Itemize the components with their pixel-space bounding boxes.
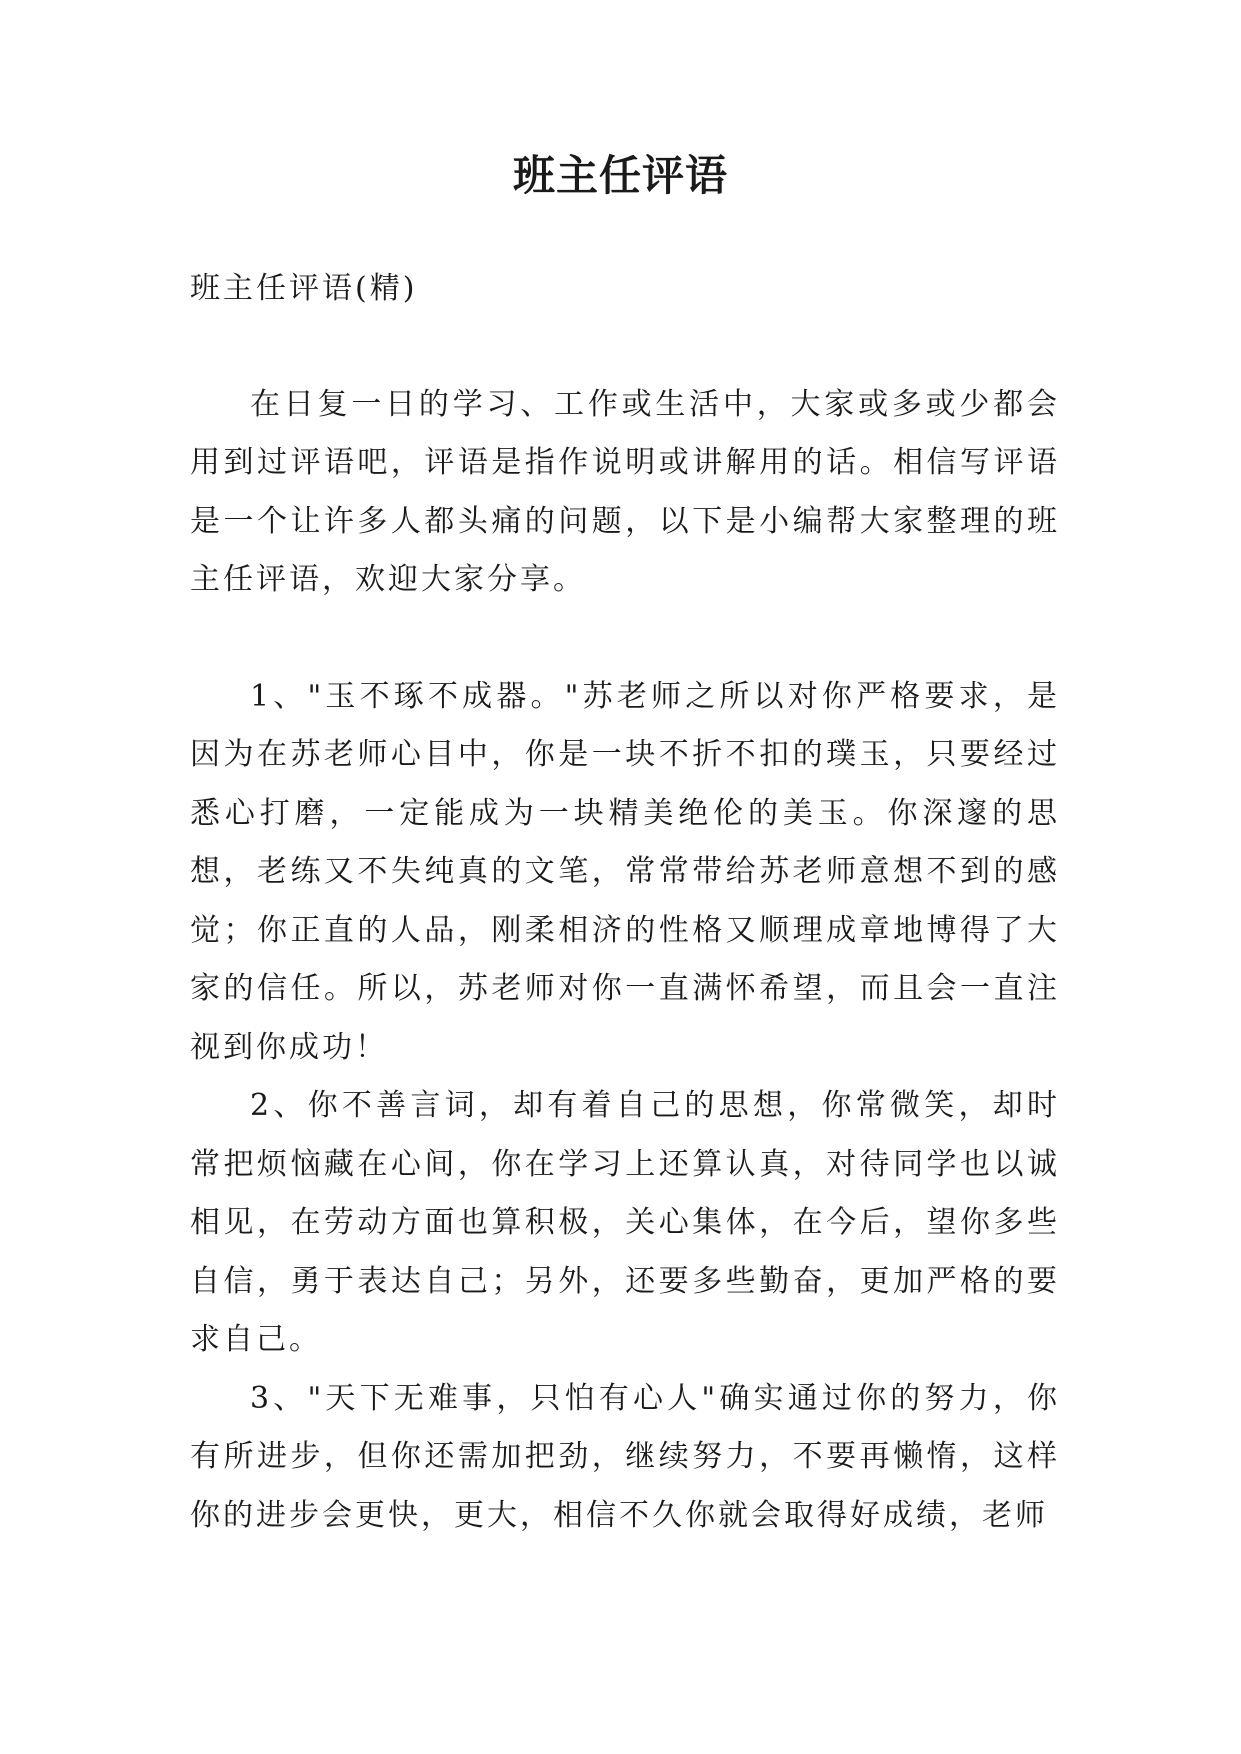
intro-paragraph: 在日复一日的学习、工作或生活中，大家或多或少都会用到过评语吧，评语是指作说明或讲解用的话。相信写评语是一个让许多人都头痛的问题，以下是小编帮大家整理的班主任评语，欢迎大家分享。 (190, 386, 1060, 597)
comment-paragraph-1: 1、"玉不琢不成器。"苏老师之所以对你严格要求，是因为在苏老师心目中，你是一块不折不扣的璞玉，只要经过悉心打磨，一定能成为一块精美绝伦的美玉。你深邃的思想，老练又不失纯真的文笔，常常带给苏老师意想不到的感觉；你正直的人品，刚柔相济的性格又顺理成章地博得了大家的信任。所以，苏老师对你一直满怀希望，而且会一直注视到你成功！ (190, 678, 1060, 1065)
comment-paragraph-2: 2、你不善言词，却有着自己的思想，你常微笑，却时常把烦恼藏在心间，你在学习上还算认真，对待同学也以诚相见，在劳动方面也算积极，关心集体，在今后，望你多些自信，勇于表达自己；另外，还要多些勤奋，更加严格的要求自己。 (190, 1088, 1060, 1357)
document-body (190, 260, 1060, 1545)
document-title: 班主任评语 (512, 151, 728, 200)
document-subtitle: 班主任评语(精) (190, 271, 418, 306)
comment-paragraph-3: 3、"天下无难事，只怕有心人"确实通过你的努力，你有所进步，但你还需加把劲，继续努力，不要再懒惰，这样你的进步会更快，更大，相信不久你就会取得好成绩，老师 (190, 1380, 1060, 1533)
